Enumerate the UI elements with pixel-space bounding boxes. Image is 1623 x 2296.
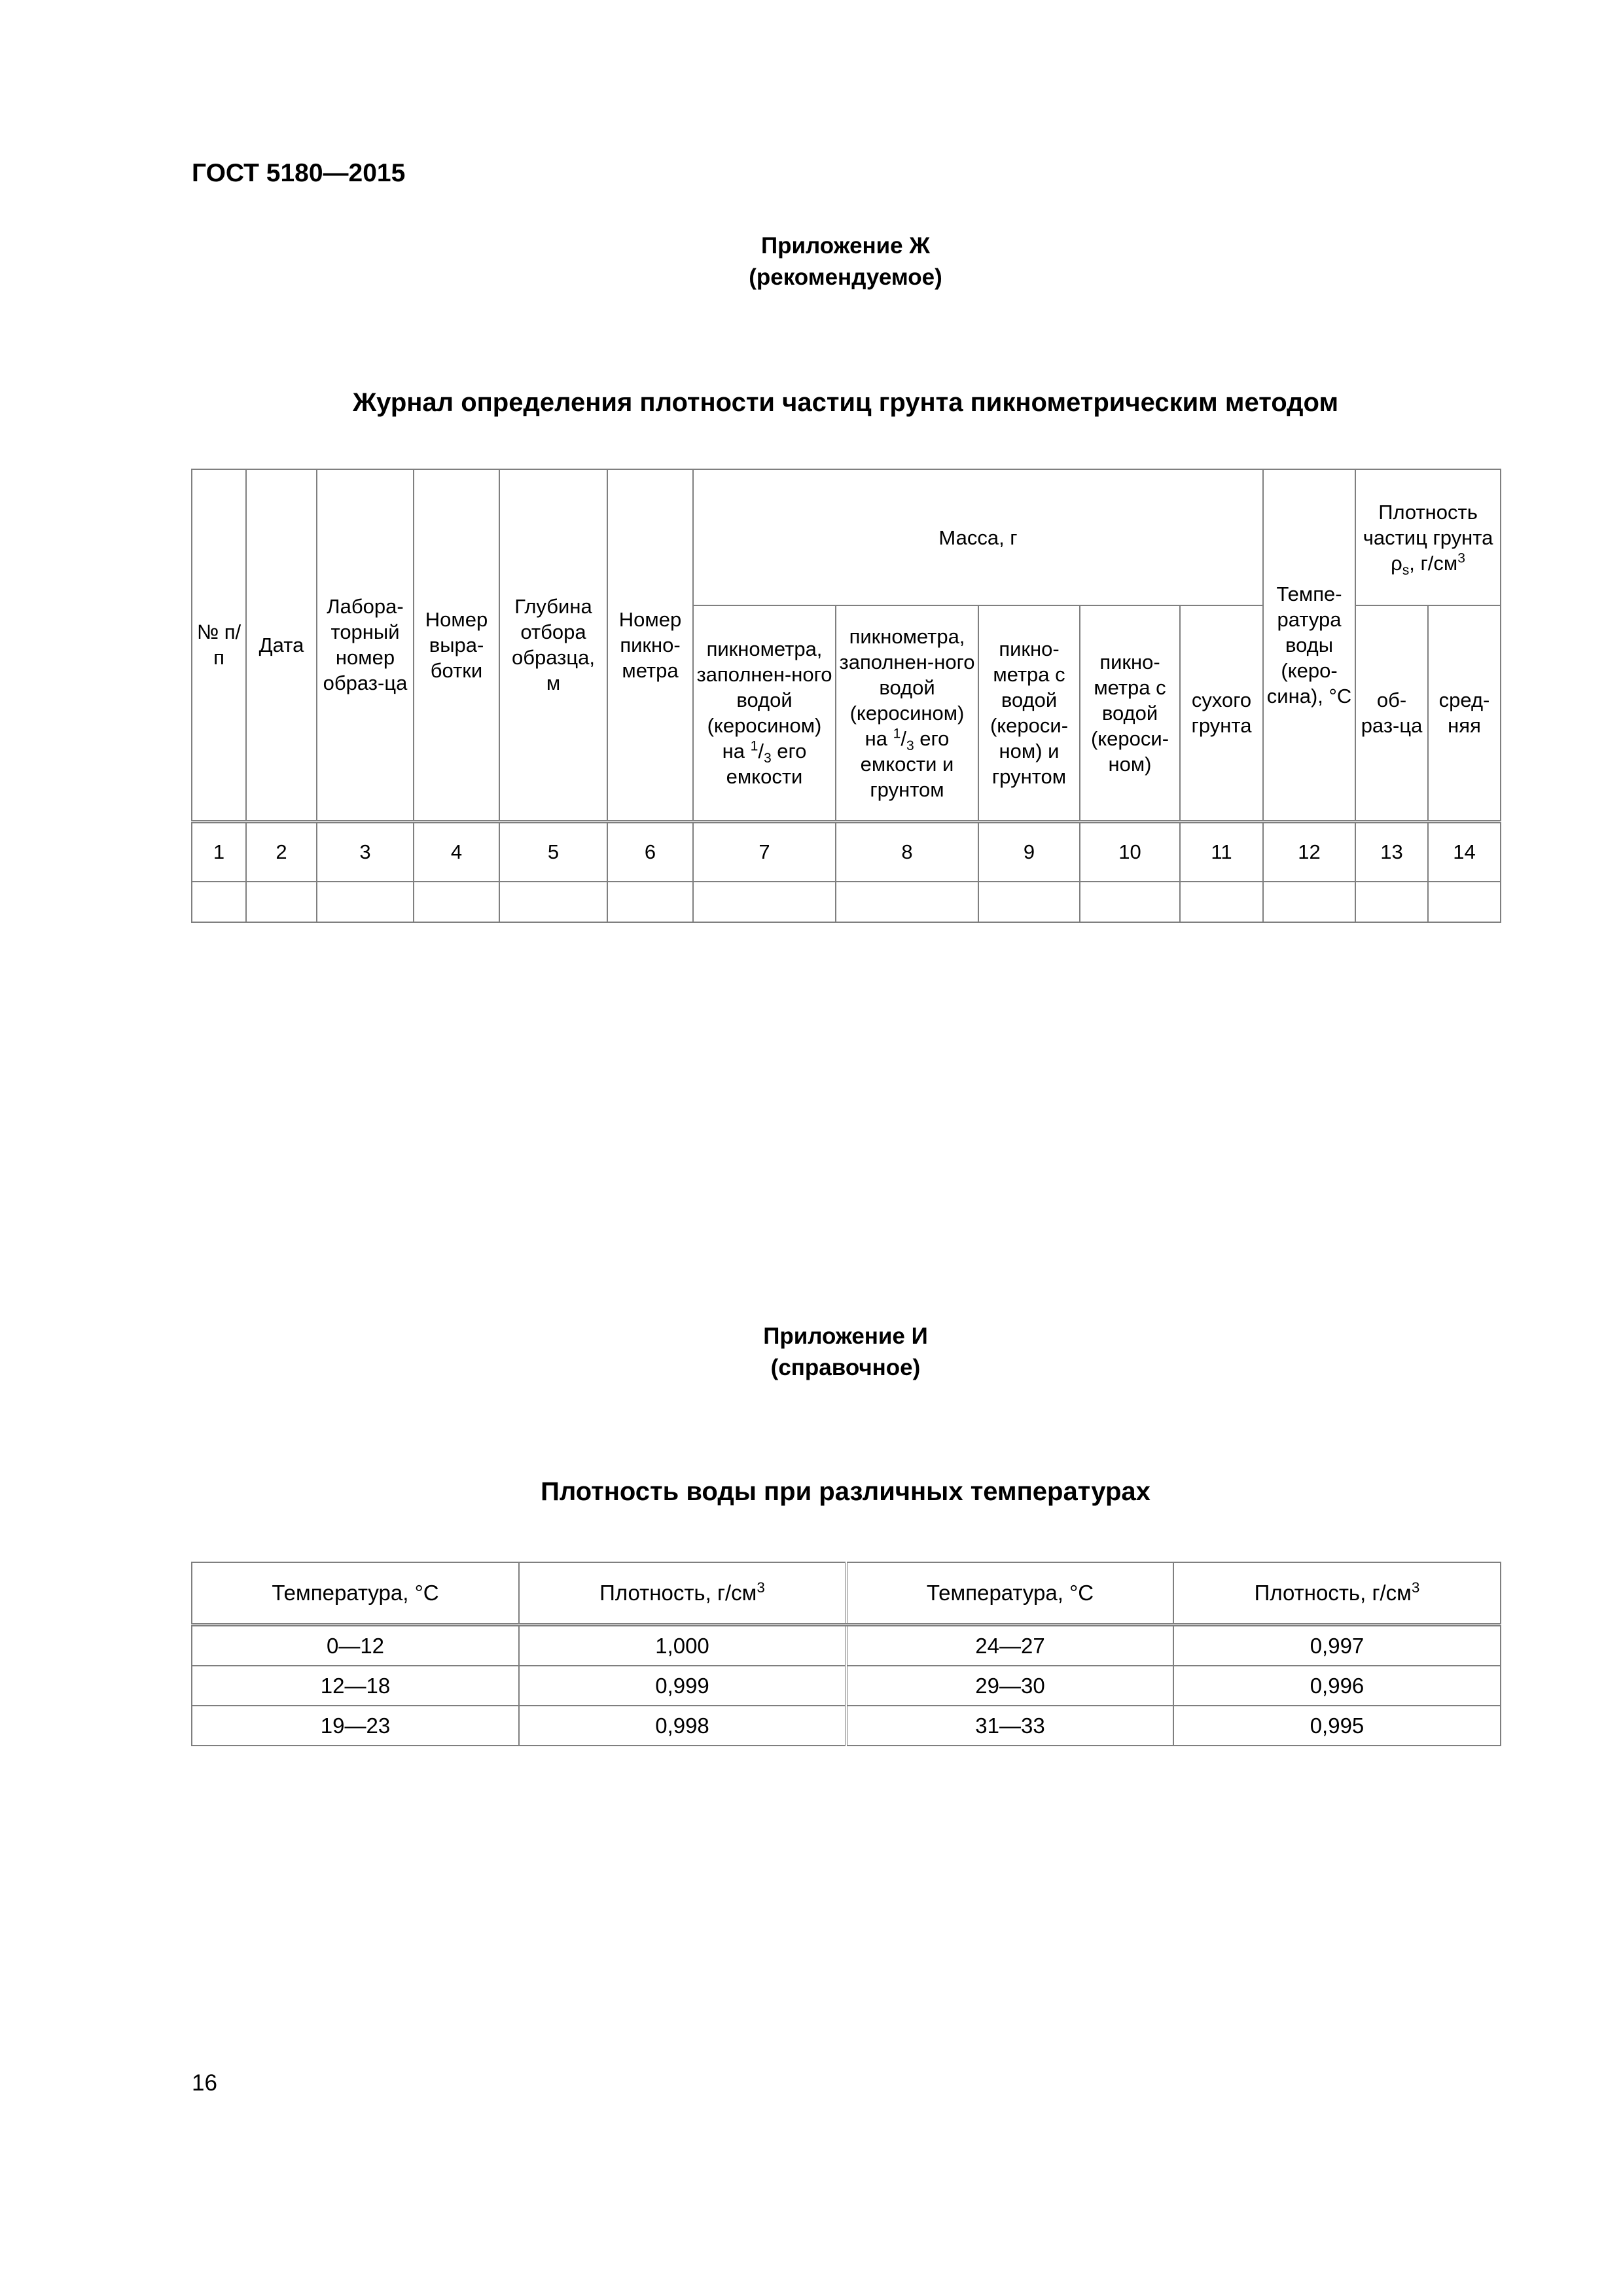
- mass-c1-text: пикнометра, заполнен-ного водой (керосином) на: [696, 637, 832, 763]
- standard-code: ГОСТ 5180—2015: [192, 159, 406, 187]
- empty-cell: [978, 882, 1080, 922]
- appendix-zh-title: Приложение Ж: [760, 233, 931, 259]
- header-cell-mass-dry-soil: сухого грунта: [1180, 605, 1263, 821]
- empty-cell: [414, 882, 499, 922]
- header-cell-temperature: Температура, °С: [846, 1562, 1173, 1625]
- column-number: 1: [192, 821, 246, 882]
- temperature-cell: 0—12: [192, 1625, 519, 1666]
- table-row: [192, 1706, 1501, 1746]
- mass-c2-text: пикнометра, заполнен-ного водой (керосином) на: [839, 624, 975, 750]
- column-number: 10: [1080, 821, 1180, 882]
- column-number: 9: [978, 821, 1080, 882]
- density-header-exponent: 3: [757, 1579, 765, 1596]
- empty-cell: [499, 882, 607, 922]
- fraction-denominator: 3: [906, 738, 914, 753]
- appendix-i-header: [191, 1321, 1500, 1384]
- header-cell-temperature: Температура, °С: [192, 1562, 519, 1625]
- appendix-zh-status: (рекомендуемое): [749, 264, 942, 290]
- density-cell: 0,998: [519, 1706, 846, 1746]
- density-cell: 0,995: [1173, 1706, 1501, 1746]
- column-number: 11: [1180, 821, 1263, 882]
- header-cell-temperature: Темпе-ратура воды (керо-сина), °С: [1263, 469, 1355, 821]
- density-unit: , г/см: [1409, 551, 1458, 575]
- header-cell-no: № п/п: [192, 469, 246, 821]
- temperature-cell: 31—33: [846, 1706, 1173, 1746]
- appendix-i-status: (справочное): [770, 1355, 921, 1380]
- column-number: 3: [317, 821, 414, 882]
- header-cell-mass-pycnometer-third: пикнометра, заполнен-ного водой (керосином) на $^1/_3$ его емкости: [693, 605, 836, 821]
- column-number: 13: [1355, 821, 1428, 882]
- mass-c1-tail: его емкости: [726, 740, 807, 789]
- density-subscript: s: [1402, 562, 1410, 578]
- appendix-zh-header: [191, 230, 1500, 293]
- header-cell-pycnometer-number: Номер пикно-метра: [607, 469, 693, 821]
- appendix-i-heading: Плотность воды при различных температурах: [541, 1477, 1150, 1506]
- empty-cell: [693, 882, 836, 922]
- header-cell-lab-number: Лабора-торный номер образ-ца: [317, 469, 414, 821]
- temperature-cell: 24—27: [846, 1625, 1173, 1666]
- fraction-denominator: 3: [763, 751, 772, 766]
- temperature-cell: 29—30: [846, 1666, 1173, 1706]
- water-density-table: [191, 1562, 1501, 1746]
- header-cell-date: Дата: [246, 469, 317, 821]
- header-group-density: [1355, 469, 1501, 605]
- appendix-i-title: Приложение И: [763, 1323, 928, 1349]
- empty-cell: [1263, 882, 1355, 922]
- header-cell-working-number: Номер выра-ботки: [414, 469, 499, 821]
- column-number: 2: [246, 821, 317, 882]
- table-row: [192, 1625, 1501, 1666]
- empty-cell: [1180, 882, 1263, 922]
- appendix-zh-heading: Журнал определения плотности частиц грунта пикнометрическим методом: [352, 388, 1339, 417]
- density-cell: 1,000: [519, 1625, 846, 1666]
- density-label: Плотность частиц грунта: [1363, 500, 1493, 549]
- density-unit-exponent: 3: [1457, 550, 1465, 566]
- density-rho-symbol: ρ: [1391, 551, 1402, 575]
- header-cell-mass-pycnometer-third-soil: пикнометра, заполнен-ного водой (керосином) на $^1/_3$ его емкости и грунтом: [836, 605, 978, 821]
- mass-c2-tail: его емкости и грунтом: [860, 726, 954, 801]
- density-cell: 0,997: [1173, 1625, 1501, 1666]
- empty-entry-row: [192, 882, 1501, 922]
- table-header-row: [192, 1562, 1501, 1625]
- density-cell: 0,996: [1173, 1666, 1501, 1706]
- empty-cell: [192, 882, 246, 922]
- header-cell-mass-pycnometer-water-soil: пикно-метра с водой (кероси-ном) и грунтом: [978, 605, 1080, 821]
- density-cell: 0,999: [519, 1666, 846, 1706]
- column-number: 8: [836, 821, 978, 882]
- density-header-exponent: 3: [1411, 1579, 1420, 1596]
- column-number: 12: [1263, 821, 1355, 882]
- header-cell-density: [1173, 1562, 1501, 1625]
- column-number: 4: [414, 821, 499, 882]
- empty-cell: [1428, 882, 1501, 922]
- density-header-label: Плотность, г/см: [1254, 1581, 1412, 1605]
- empty-cell: [607, 882, 693, 922]
- empty-cell: [1080, 882, 1180, 922]
- column-number-row: [192, 821, 1501, 882]
- empty-cell: [1355, 882, 1428, 922]
- density-header-label: Плотность, г/см: [599, 1581, 757, 1605]
- header-cell-density-sample: об-раз-ца: [1355, 605, 1428, 821]
- table-row: [192, 1666, 1501, 1706]
- column-number: 5: [499, 821, 607, 882]
- empty-cell: [836, 882, 978, 922]
- page-number: 16: [192, 2070, 217, 2096]
- empty-cell: [246, 882, 317, 922]
- header-cell-density: [519, 1562, 846, 1625]
- header-cell-density-average: сред-няя: [1428, 605, 1501, 821]
- table-header-row: [192, 469, 1501, 605]
- fraction-numerator: 1: [893, 726, 901, 742]
- empty-cell: [317, 882, 414, 922]
- temperature-cell: 19—23: [192, 1706, 519, 1746]
- pycnometer-journal-table: [191, 469, 1501, 923]
- header-group-mass: Масса, г: [693, 469, 1263, 605]
- column-number: 7: [693, 821, 836, 882]
- header-cell-sampling-depth: Глубина отбора образца, м: [499, 469, 607, 821]
- temperature-cell: 12—18: [192, 1666, 519, 1706]
- column-number: 14: [1428, 821, 1501, 882]
- header-cell-mass-pycnometer-water: пикно-метра с водой (кероси-ном): [1080, 605, 1180, 821]
- fraction-numerator: 1: [750, 738, 758, 754]
- column-number: 6: [607, 821, 693, 882]
